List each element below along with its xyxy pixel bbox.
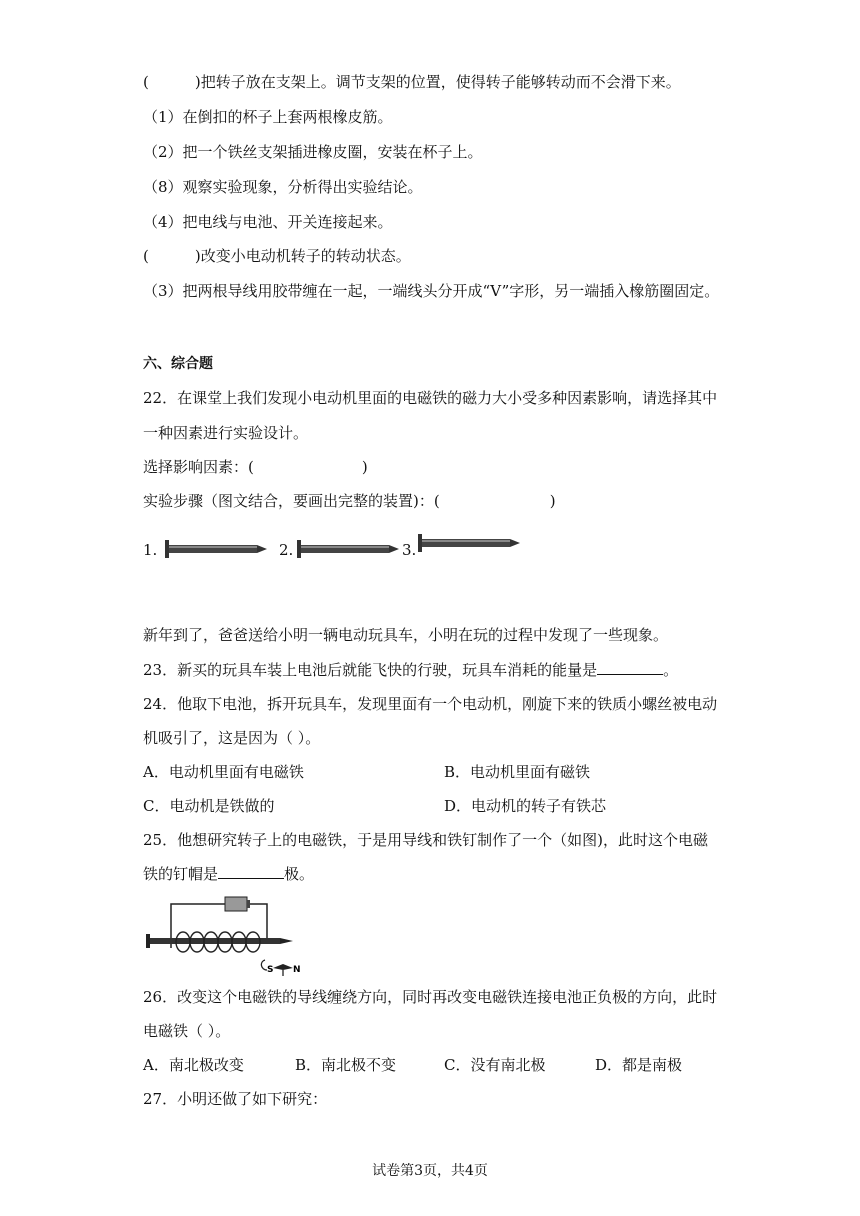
q26-option-b[interactable]: B．南北极不变 — [295, 1056, 397, 1074]
electromagnet-figure — [143, 886, 303, 978]
q26-line2: 电磁铁（ ）。 — [143, 1022, 231, 1040]
q24-option-c[interactable]: C．电动机是铁做的 — [143, 797, 275, 815]
q24-line2: 机吸引了，这是因为（ ）。 — [143, 729, 321, 747]
q26-option-c[interactable]: C．没有南北极 — [444, 1056, 546, 1074]
nail-label-3: 3. — [402, 541, 417, 559]
nail-label-1: 1. — [143, 541, 158, 559]
nail-icon — [163, 538, 269, 560]
q24-option-b[interactable]: B．电动机里面有磁铁 — [444, 763, 591, 781]
step-line-blank-1: ( )把转子放在支架上。调节支架的位置，使得转子能够转动而不会滑下来。 — [143, 73, 681, 91]
page-footer: 试卷第3页，共4页 — [372, 1163, 488, 1179]
q26-line1: 26．改变这个电磁铁的导线缠绕方向，同时再改变电磁铁连接电池正负极的方向，此时 — [143, 988, 718, 1006]
q22-steps: 实验步骤（图文结合，要画出完整的装置)：( ) — [143, 492, 556, 510]
nail-label-2: 2. — [279, 541, 294, 559]
story-intro: 新年到了，爸爸送给小明一辆电动玩具车，小明在玩的过程中发现了一些现象。 — [143, 626, 669, 644]
nail-icon — [295, 538, 401, 560]
q26-option-a[interactable]: A．南北极改变 — [143, 1056, 244, 1074]
q24-option-a[interactable]: A．电动机里面有电磁铁 — [143, 763, 304, 781]
q25-line2: 铁的钉帽是 极。 — [143, 865, 315, 883]
q25-line1: 25．他想研究转子上的电磁铁，于是用导线和铁钉制作了一个（如图)，此时这个电磁 — [143, 831, 708, 849]
step-line-blank-2: ( )改变小电动机转子的转动状态。 — [143, 247, 411, 265]
q22-line2: 一种因素进行实验设计。 — [143, 424, 309, 442]
answer-blank[interactable] — [218, 864, 284, 879]
step-line-8: （8）观察实验现象，分析得出实验结论。 — [143, 178, 423, 196]
q22-line1: 22．在课堂上我们发现小电动机里面的电磁铁的磁力大小受多种因素影响，请选择其中 — [143, 389, 718, 407]
nail-icon — [416, 532, 522, 554]
compass-n-label: N — [293, 965, 301, 975]
section-title: 六、综合题 — [143, 356, 213, 372]
step-line-3: （3）把两根导线用胶带缠在一起，一端线头分开成“V”字形，另一端插入橡筋圈固定。 — [143, 282, 720, 300]
step-line-4: （4）把电线与电池、开关连接起来。 — [143, 213, 393, 231]
step-line-1: （1）在倒扣的杯子上套两根橡皮筋。 — [143, 108, 393, 126]
q24-line1: 24．他取下电池，拆开玩具车，发现里面有一个电动机，刚旋下来的铁质小螺丝被电动 — [143, 695, 718, 713]
q27: 27．小明还做了如下研究： — [143, 1090, 328, 1108]
answer-blank[interactable] — [597, 660, 663, 675]
compass-s-label: S — [267, 965, 274, 975]
q22-factor: 选择影响因素：( ) — [143, 458, 368, 476]
q23: 23．新买的玩具车装上电池后就能飞快的行驶，玩具车消耗的能量是 。 — [143, 661, 679, 679]
q26-option-d[interactable]: D．都是南极 — [595, 1056, 683, 1074]
compass-icon — [261, 960, 300, 976]
step-line-2: （2）把一个铁丝支架插进橡皮圈，安装在杯子上。 — [143, 143, 483, 161]
q24-option-d[interactable]: D．电动机的转子有铁芯 — [444, 797, 607, 815]
